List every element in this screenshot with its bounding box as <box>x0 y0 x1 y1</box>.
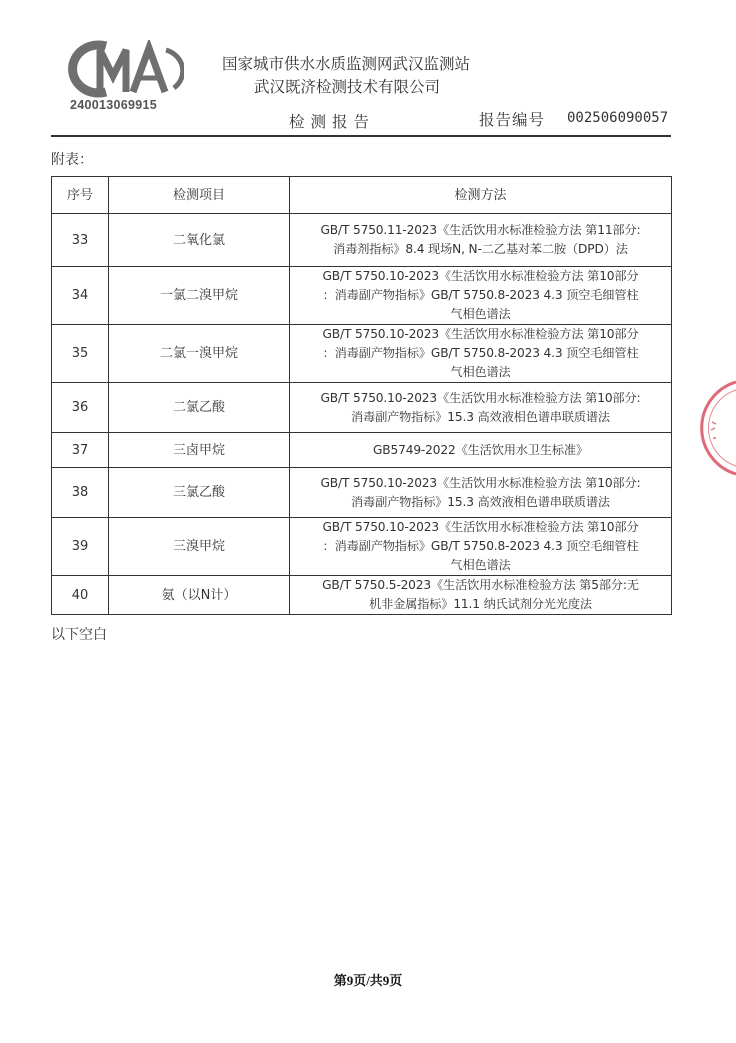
table-row <box>52 325 672 383</box>
row-number: 35 <box>52 325 109 383</box>
test-item: 三卤甲烷 <box>109 433 290 468</box>
method-line: GB/T 5750.10-2023《生活饮用水标准检验方法 第10部分 <box>322 269 639 283</box>
method-line: ：消毒副产物指标》GB/T 5750.8-2023 4.3 顶空毛细管柱 <box>322 539 639 553</box>
table-header-row <box>52 177 672 214</box>
test-method <box>290 214 672 267</box>
method-line: GB5749-2022《生活饮用水卫生标准》 <box>373 442 588 457</box>
test-method <box>290 468 672 518</box>
test-method <box>290 267 672 325</box>
table-row <box>52 214 672 267</box>
method-line: ：消毒副产物指标》GB/T 5750.8-2023 4.3 顶空毛细管柱 <box>322 288 639 302</box>
method-line: GB/T 5750.10-2023《生活饮用水标准检验方法 第10部分 <box>322 520 639 534</box>
test-method <box>290 383 672 433</box>
method-line: GB/T 5750.10-2023《生活饮用水标准检验方法 第10部分 <box>322 327 639 341</box>
method-line: 消毒剂指标》8.4 现场N, N-二乙基对苯二胺（DPD）法 <box>333 242 628 256</box>
report-number: 002506090057 <box>567 110 669 126</box>
table-row <box>52 433 672 468</box>
method-line: 消毒副产物指标》15.3 高效液相色谱串联质谱法 <box>351 494 610 509</box>
table-body <box>52 214 672 615</box>
header-no: 序号 <box>52 177 109 214</box>
cma-number: 240013069915 <box>70 98 158 112</box>
test-method <box>290 325 672 383</box>
test-item: 氨（以N计） <box>109 576 290 615</box>
test-item: 一氯二溴甲烷 <box>109 267 290 325</box>
row-number: 36 <box>52 383 109 433</box>
appendix-label: 附表： <box>51 152 93 168</box>
method-line: GB/T 5750.10-2023《生活饮用水标准检验方法 第10部分: <box>320 475 641 490</box>
table-row <box>52 383 672 433</box>
row-number: 34 <box>52 267 109 325</box>
row-number: 37 <box>52 433 109 468</box>
org-name-line2: 武汉既济检测技术有限公司 <box>254 78 441 96</box>
test-item: 三溴甲烷 <box>109 518 290 576</box>
report-number-label: 报告编号 <box>479 111 546 129</box>
test-method <box>290 518 672 576</box>
method-line: GB/T 5750.5-2023《生活饮用水标准检验方法 第5部分:无 <box>322 578 639 592</box>
method-line: 气相色谱法 <box>450 365 511 379</box>
test-method <box>290 576 672 615</box>
org-name-line1: 国家城市供水水质监测网武汉监测站 <box>222 55 471 73</box>
table-row <box>52 468 672 518</box>
test-method <box>290 433 672 468</box>
row-number: 33 <box>52 214 109 267</box>
method-line: GB/T 5750.11-2023《生活饮用水标准检验方法 第11部分: <box>320 223 641 237</box>
report-title: 检测报告 <box>289 113 376 131</box>
cma-logo-icon <box>66 40 184 118</box>
page-number: 第9页/共9页 <box>333 973 403 988</box>
row-number: 39 <box>52 518 109 576</box>
method-line: 消毒副产物指标》15.3 高效液相色谱串联质谱法 <box>351 409 610 424</box>
cma-logo-graphic <box>66 40 184 100</box>
header-divider <box>51 135 671 137</box>
method-line: GB/T 5750.10-2023《生活饮用水标准检验方法 第10部分: <box>320 390 641 405</box>
table-row <box>52 576 672 615</box>
table-row <box>52 518 672 576</box>
methods-table <box>51 176 672 615</box>
test-item: 二氯乙酸 <box>109 383 290 433</box>
method-line: 气相色谱法 <box>450 307 511 321</box>
blank-below-note: 以下空白 <box>51 627 107 643</box>
test-item: 二氯一溴甲烷 <box>109 325 290 383</box>
method-line: 机非金属指标》11.1 纳氏试剂分光光度法 <box>369 597 592 611</box>
row-number: 40 <box>52 576 109 615</box>
method-line: 气相色谱法 <box>450 558 511 572</box>
test-item: 二氧化氯 <box>109 214 290 267</box>
row-number: 38 <box>52 468 109 518</box>
red-seal-stamp-icon <box>696 378 736 478</box>
header-method: 检测方法 <box>290 177 672 214</box>
header-item: 检测项目 <box>109 177 290 214</box>
method-line: ：消毒副产物指标》GB/T 5750.8-2023 4.3 顶空毛细管柱 <box>322 346 639 360</box>
test-item: 三氯乙酸 <box>109 468 290 518</box>
table-row <box>52 267 672 325</box>
